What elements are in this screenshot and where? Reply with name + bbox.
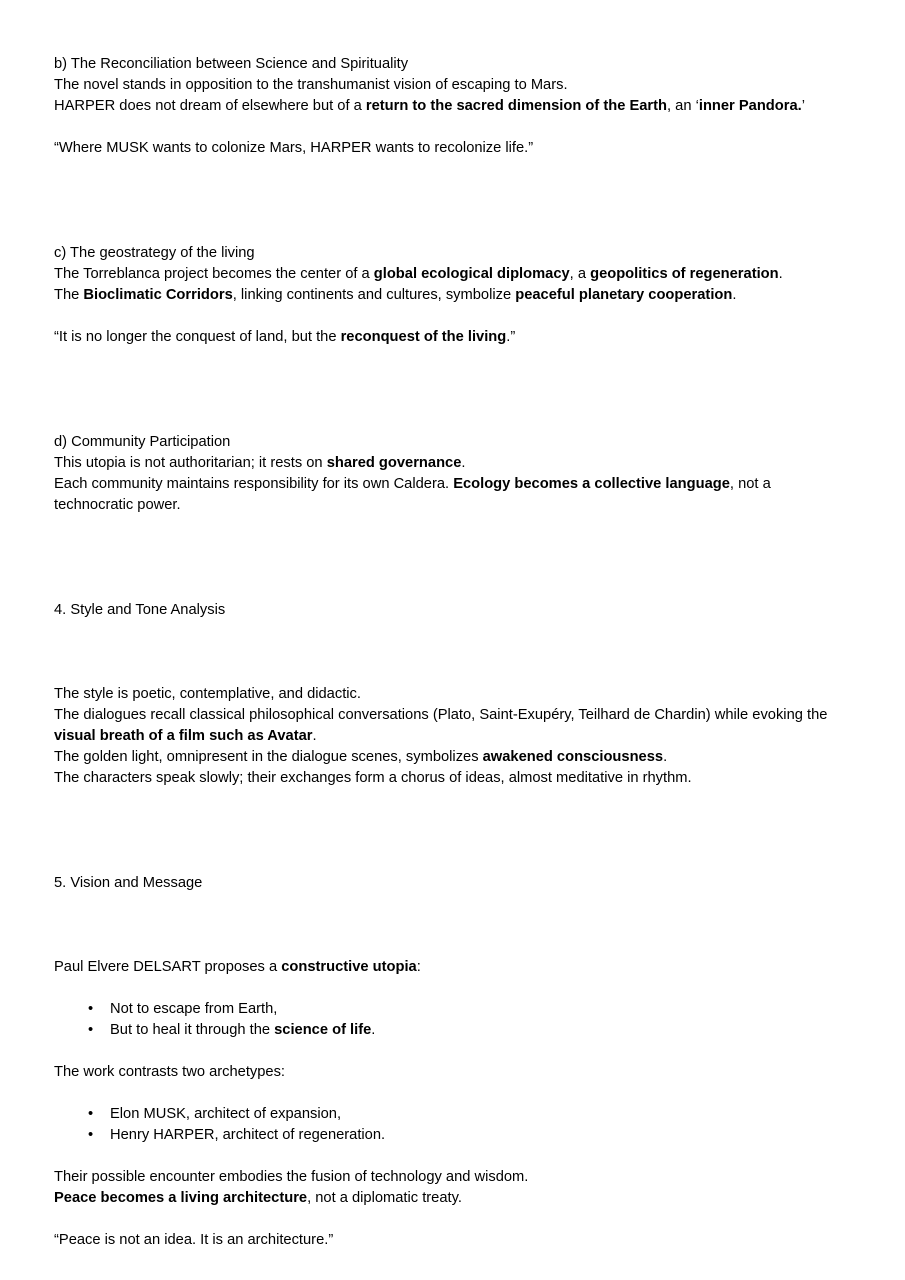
section-c: [54, 243, 851, 306]
spacer: [54, 978, 851, 999]
body-text: This utopia is not authoritarian; it rests on: [54, 455, 327, 471]
body-text: Their possible encounter embodies the fusion of technology and wisdom.: [54, 1169, 529, 1185]
section-b-line-2: [54, 96, 851, 117]
emphasis-text: awakened consciousness: [482, 749, 664, 765]
section-b: [54, 54, 851, 117]
body-text: , a: [569, 266, 591, 282]
section-4-line-4: [54, 768, 851, 789]
emphasis-text: geopolitics of regeneration: [590, 266, 779, 282]
body-text: .: [461, 455, 466, 471]
bullet-list-archetypes: [54, 1104, 851, 1146]
section-5-intro: [54, 957, 851, 978]
section-4-heading: 4. Style and Tone Analysis: [54, 602, 226, 618]
section-b-heading: b) The Reconciliation between Science and Spirituality: [54, 56, 409, 72]
body-text: , not a technocratic power.: [54, 476, 775, 513]
list-item: [54, 1125, 851, 1146]
emphasis-text: shared governance: [326, 455, 462, 471]
emphasis-text: constructive utopia: [281, 959, 417, 975]
body-text: , an ‘: [667, 98, 699, 114]
body-text: The: [54, 287, 84, 303]
list-item: [54, 999, 851, 1020]
spacer: [54, 789, 851, 873]
emphasis-text: reconquest of the living: [340, 329, 507, 345]
spacer: [54, 306, 851, 327]
body-text: .: [663, 749, 668, 765]
body-text: Each community maintains responsibility for its own Caldera.: [54, 476, 454, 492]
emphasis-text: Ecology becomes a collective language: [453, 476, 730, 492]
body-text: HARPER does not dream of elsewhere but of a: [54, 98, 366, 114]
section-4-body: [54, 684, 851, 789]
section-d-line-1: [54, 453, 851, 474]
section-5-heading: 5. Vision and Message: [54, 875, 203, 891]
section-c-line-1: [54, 264, 851, 285]
section-5-archetypes-intro: [54, 1062, 851, 1083]
section-4-line-1: [54, 684, 851, 705]
spacer: [54, 159, 851, 243]
spacer: [54, 516, 851, 600]
emphasis-text: inner Pandora.: [698, 98, 802, 114]
section-b-line-1: [54, 75, 851, 96]
final-quote-text: “Peace is not an idea. It is an architecture.”: [54, 1232, 334, 1248]
closing-line-1: [54, 1167, 851, 1188]
section-d: [54, 432, 851, 516]
spacer: [54, 894, 851, 957]
body-text: The dialogues recall classical philosophical conversations (Plato, Saint-Exupéry, Teilhard de Chardin) while evoking the: [54, 707, 832, 723]
body-text: Henry HARPER, architect of regeneration.: [110, 1127, 386, 1143]
section-b-quote-text: “Where MUSK wants to colonize Mars, HARPER wants to recolonize life.”: [54, 140, 534, 156]
section-5-closing: [54, 1167, 851, 1209]
body-text: The style is poetic, contemplative, and didactic.: [54, 686, 361, 702]
emphasis-text: Bioclimatic Corridors: [83, 287, 233, 303]
spacer: [54, 1083, 851, 1104]
body-text: :: [416, 959, 421, 975]
spacer: [54, 1146, 851, 1167]
body-text: .: [371, 1022, 376, 1038]
body-text: The Torreblanca project becomes the center of a: [54, 266, 374, 282]
body-text: Paul Elvere DELSART proposes a: [54, 959, 282, 975]
body-text: , linking continents and cultures, symbolize: [232, 287, 516, 303]
emphasis-text: global ecological diplomacy: [373, 266, 570, 282]
emphasis-text: peaceful planetary cooperation: [515, 287, 733, 303]
body-text: Elon MUSK, architect of expansion,: [110, 1106, 342, 1122]
section-d-line-2: [54, 474, 851, 516]
section-c-quote-text: [54, 327, 851, 348]
section-b-quote: [54, 138, 851, 159]
section-5-final-quote: [54, 1230, 851, 1251]
spacer: [54, 621, 851, 684]
emphasis-text: Peace becomes a living architecture: [54, 1190, 308, 1206]
archetypes-intro-text: The work contrasts two archetypes:: [54, 1064, 286, 1080]
body-text: .: [732, 287, 737, 303]
section-4-line-2: [54, 705, 851, 747]
section-d-heading: d) Community Participation: [54, 434, 231, 450]
emphasis-text: return to the sacred dimension of the Earth: [365, 98, 668, 114]
bullet-list-utopia: [54, 999, 851, 1041]
body-text: “It is no longer the conquest of land, but the: [54, 329, 341, 345]
spacer: [54, 348, 851, 432]
spacer: [54, 1041, 851, 1062]
body-text: , not a diplomatic treaty.: [307, 1190, 462, 1206]
body-text: .”: [506, 329, 516, 345]
section-5-heading-block: [54, 873, 851, 894]
body-text: .: [312, 728, 317, 744]
spacer: [54, 117, 851, 138]
section-c-line-2: [54, 285, 851, 306]
section-c-heading: c) The geostrategy of the living: [54, 245, 255, 261]
section-5-intro-text: [54, 957, 851, 978]
emphasis-text: science of life: [274, 1022, 372, 1038]
emphasis-text: visual breath of a film such as Avatar: [54, 728, 313, 744]
section-c-quote: [54, 327, 851, 348]
body-text: The novel stands in opposition to the transhumanist vision of escaping to Mars.: [54, 77, 568, 93]
body-text: Not to escape from Earth,: [110, 1001, 278, 1017]
spacer: [54, 1209, 851, 1230]
closing-line-2: [54, 1188, 851, 1209]
body-text: The golden light, omnipresent in the dialogue scenes, symbolizes: [54, 749, 483, 765]
section-4-line-3: [54, 747, 851, 768]
list-item: [54, 1020, 851, 1041]
list-item: [54, 1104, 851, 1125]
body-text: .: [778, 266, 783, 282]
section-4-heading-block: [54, 600, 851, 621]
body-text: The characters speak slowly; their exchanges form a chorus of ideas, almost meditative in rhythm.: [54, 770, 692, 786]
body-text: ’: [801, 98, 805, 114]
body-text: But to heal it through the: [110, 1022, 275, 1038]
